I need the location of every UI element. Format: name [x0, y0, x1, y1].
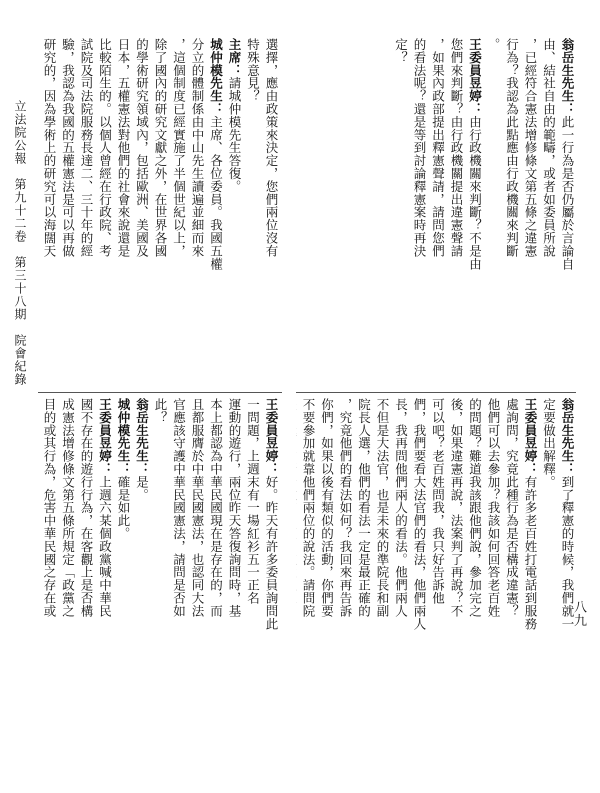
- text-line: 後，如果違憲再說，法案判了再說？不: [449, 398, 464, 618]
- section-divider: [38, 392, 282, 393]
- speaker-name: 城仲模先生：: [208, 38, 224, 116]
- speaker-name: 翁岳生先生：: [560, 398, 575, 476]
- text-line: ，這個制度已經實施了半個世紀以上，: [171, 38, 187, 258]
- text-line: 你們，如果以後有類似的活動，你們要: [319, 398, 335, 618]
- text-line: 選擇，應由政策來決定，您們兩位沒有: [264, 38, 279, 258]
- text-line: 主席：請城仲模先生答復。: [227, 38, 242, 193]
- text-line: 翁岳生先生：此一行為是否仍屬於言論自: [560, 38, 575, 271]
- text-line: 翁岳生先生：到了釋憲的時候，我們就一: [560, 398, 575, 631]
- text-block-left-bottom: [40, 398, 280, 728]
- text-line: 且都服膺於中華民國憲法，也認同大法: [190, 398, 205, 618]
- text-line: 的問題？難道我該跟他們說，參加完之: [467, 398, 483, 618]
- text-line: ，已經符合憲法增修條文第五條之違憲: [523, 38, 538, 258]
- text-line: 比較陌生的。以個人曾經在行政院、考: [97, 38, 113, 258]
- text-line: 目的或其行為，危害中華民國之存在或: [42, 398, 57, 618]
- text-line: 您們來判斷？由行政機關提出違憲聲請: [449, 38, 464, 258]
- speaker-name: 王委員昱婷：: [467, 38, 483, 116]
- text-line: 此？: [153, 398, 168, 424]
- text-block-left-top: [40, 38, 280, 383]
- text-line: 不要參加就靠他們兩位的說法。請問院: [301, 398, 316, 618]
- page-number: 八九: [571, 600, 586, 627]
- text-block-right-top: [296, 38, 576, 383]
- text-line: 一問題，上週末有一場紅衫五一正名: [245, 398, 261, 605]
- text-line: 城仲模先生：確是如此。: [116, 398, 131, 540]
- speaker-name: 翁岳生先生：: [560, 38, 575, 116]
- text-line: 們，我們要看大法官們的看法，他們兩人: [412, 398, 427, 631]
- speaker-name: 王委員昱婷：: [97, 398, 113, 476]
- text-line: 處詢問，究竟此種行為是否構成違憲？: [504, 398, 520, 618]
- text-line: ，如果內政部提出釋憲聲請，請問您們: [430, 38, 446, 258]
- text-line: 的學術研究領域內，包括歐洲、美國及: [134, 38, 150, 258]
- text-line: 不但是大法官，也是未來的準院長和副: [375, 398, 390, 618]
- text-line: ，究竟他們的看法如何？我回來再告訴: [338, 398, 353, 618]
- text-line: [296, 398, 299, 728]
- text-line: 的看法呢？還是等到討論釋憲案時再決: [412, 38, 427, 258]
- journal-title: 立法院公報 第九十二卷 第三十八期 院會紀錄: [13, 100, 27, 386]
- text-line: 翁岳生先生：是。: [134, 398, 150, 502]
- text-line: 王委員昱婷：好。昨天有許多委員詢問此: [264, 398, 279, 631]
- text-line: 驗，我認為我國的五權憲法是可以再做: [60, 38, 76, 258]
- text-line: 試院及司法院服務長達二、三十年的經: [79, 38, 94, 258]
- text-line: 王委員昱婷：有許多老百姓打電話到服務: [523, 398, 538, 631]
- text-line: 官應該守護中華民國憲法，請問是否如: [171, 398, 187, 618]
- text-line: 分立的體制係由中山先生讀遍並細而來: [190, 38, 205, 258]
- text-line: 特殊意見？: [245, 38, 261, 103]
- speaker-name: 王委員昱婷：: [264, 398, 279, 476]
- text-line: 王委員昱婷：上週六某個政黨喊中華民: [97, 398, 113, 618]
- text-line: 可以吧？老百姓問我，我只好告訴他: [430, 398, 446, 605]
- text-line: 定？: [393, 38, 409, 64]
- text-line: 院長人選，他們的看法一定是最正確的: [356, 398, 372, 618]
- text-line: 日本，五權憲法對他們的社會來說還是: [116, 38, 131, 258]
- text-line: 由、結社自由的範疇，或者如委員所說: [541, 38, 557, 258]
- text-line: 成憲法增修條文第五條所規定「政黨之: [60, 398, 76, 618]
- text-line: 國不存在的遊行行為，在客觀上是否構: [79, 398, 94, 618]
- text-line: 城仲模先生：主席、各位委員。我國五權: [208, 38, 224, 271]
- text-line: 。: [486, 38, 501, 51]
- text-line: 長，我再問他們兩人的看法。他們兩人: [393, 398, 409, 618]
- speaker-name: 主席：: [227, 38, 242, 77]
- speaker-name: 王委員昱婷：: [523, 398, 538, 476]
- text-line: 行為？我認為此點應由行政機關來判斷: [504, 38, 520, 258]
- text-block-right-bottom: [296, 398, 576, 728]
- text-line: 除了國內的研究文獻之外，在世界各國: [153, 38, 168, 258]
- section-divider: [296, 392, 576, 393]
- text-line: 本上都認為中華民國現在是存在的，而: [208, 398, 224, 618]
- text-line: 他們可以去參加？我該如何回答老百姓: [486, 398, 501, 618]
- text-line: 定要做出解釋。: [541, 398, 557, 489]
- text-line: 王委員昱婷：由行政機關來判斷？不是由: [467, 38, 483, 271]
- speaker-name: 翁岳生先生：: [134, 398, 150, 476]
- text-line: 研究的，因為學術上的研究可以海闊天: [42, 38, 57, 258]
- speaker-name: 城仲模先生：: [116, 398, 131, 476]
- text-line: 運動的遊行，兩位昨天答復詢問時，基: [227, 398, 242, 618]
